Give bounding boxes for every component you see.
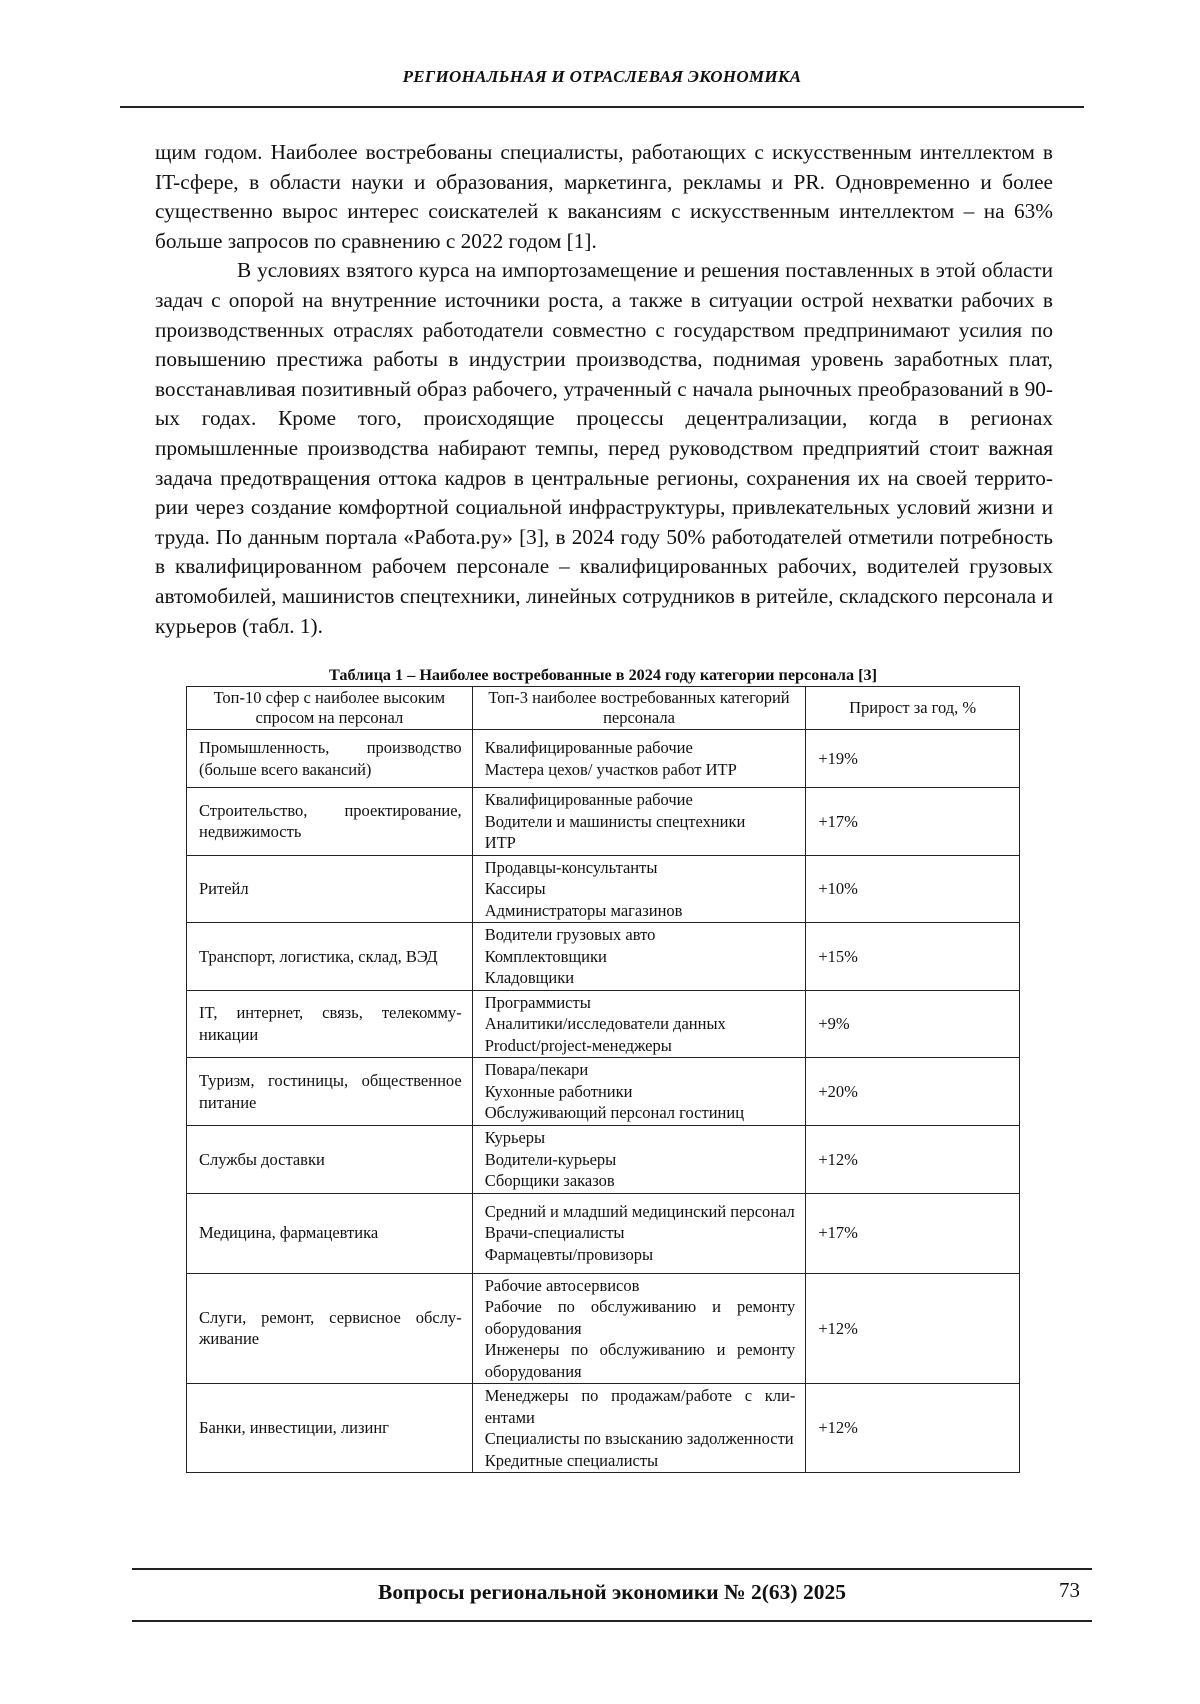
category-item: ИТР bbox=[484, 833, 516, 852]
page-footer bbox=[132, 1568, 1092, 1622]
category-item: Рабочие по обслуживанию и ремонту оборудования bbox=[484, 1297, 796, 1338]
table-header-row bbox=[187, 687, 1020, 730]
category-item: Кухонные работники bbox=[484, 1081, 633, 1101]
cell-growth: +19% bbox=[806, 730, 1020, 788]
category-item: Менеджеры по продажам/работе с клиентами bbox=[484, 1386, 796, 1427]
category-item: Врачи-специалисты bbox=[484, 1223, 625, 1243]
category-item: Аналитики/исследователи данных bbox=[484, 1014, 726, 1033]
personnel-demand-table bbox=[186, 686, 1020, 1473]
cell-growth: +17% bbox=[806, 788, 1020, 856]
category-item: Специалисты по взысканию задолженности bbox=[484, 1429, 794, 1448]
cell-sphere: Ритейл bbox=[187, 855, 473, 923]
header-categories: Топ-3 наиболее востребованных категорий персонала bbox=[472, 687, 806, 730]
table-row bbox=[187, 855, 1020, 923]
category-item: Рабочие автосервисов bbox=[484, 1275, 640, 1295]
category-item: Фармацевты/провизоры bbox=[484, 1244, 654, 1264]
category-item: Квалифицированные рабочие bbox=[484, 790, 693, 809]
cell-sphere: Слуги, ремонт, сервисное обслуживание bbox=[187, 1273, 473, 1384]
table-body bbox=[187, 730, 1020, 1473]
cell-growth: +12% bbox=[806, 1126, 1020, 1194]
category-item: Продавцы-консультанты bbox=[484, 857, 658, 877]
category-item: Product/project-менеджеры bbox=[484, 1035, 672, 1055]
cell-categories bbox=[472, 788, 806, 856]
category-item: Кладовщики bbox=[484, 968, 575, 987]
running-header bbox=[120, 64, 1084, 108]
category-item: Администраторы магазинов bbox=[484, 900, 683, 920]
cell-growth: +17% bbox=[806, 1193, 1020, 1273]
cell-growth: +10% bbox=[806, 855, 1020, 923]
cell-categories bbox=[472, 1273, 806, 1384]
category-item: Мастера цехов/ участков работ ИТР bbox=[484, 759, 737, 779]
table-row bbox=[187, 1193, 1020, 1273]
table-row bbox=[187, 990, 1020, 1058]
category-item: Водители-курьеры bbox=[484, 1149, 617, 1169]
category-item: Водители грузовых авто bbox=[484, 925, 656, 944]
category-item: Повара/пекари bbox=[484, 1060, 589, 1080]
cell-sphere: Туризм, гостиницы, общественное питание bbox=[187, 1058, 473, 1126]
cell-sphere: Транспорт, логистика, склад, ВЭД bbox=[187, 923, 473, 991]
table-row bbox=[187, 1126, 1020, 1194]
cell-categories bbox=[472, 1058, 806, 1126]
cell-categories bbox=[472, 730, 806, 788]
table-row bbox=[187, 730, 1020, 788]
cell-growth: +15% bbox=[806, 923, 1020, 991]
category-item: Сборщики заказов bbox=[484, 1171, 615, 1190]
cell-sphere: Промышленность, производство (больше всего вакансий) bbox=[187, 730, 473, 788]
cell-sphere: Строительство, проектирование, недвижимость bbox=[187, 788, 473, 856]
category-item: Кредитные специалисты bbox=[484, 1450, 659, 1470]
cell-growth: +12% bbox=[806, 1384, 1020, 1473]
category-item: Курьеры bbox=[484, 1128, 546, 1147]
category-item: Инженеры по обслуживанию и ремонту оборудования bbox=[484, 1340, 796, 1381]
table-row bbox=[187, 1058, 1020, 1126]
cell-categories bbox=[472, 855, 806, 923]
table-row bbox=[187, 1273, 1020, 1384]
page-number: 73 bbox=[1059, 1578, 1080, 1602]
table-caption: Таблица 1 – Наиболее востребованные в 2024 году категории персонала [3] bbox=[329, 666, 877, 684]
cell-growth: +20% bbox=[806, 1058, 1020, 1126]
paragraph-1: щим годом. Наиболее востребованы специалисты, работающих с искусственным интеллектом в IT-сфере, в области науки и образования, маркетинга, рекламы и PR. Одновременно и более существенно вырос интерес соискателей к вакансиям с искусственным интеллектом – на 63% больше запросов по сравнению с 2022 годом [1]. bbox=[155, 140, 1053, 253]
cell-categories bbox=[472, 923, 806, 991]
header-growth: Прирост за год, % bbox=[806, 687, 1020, 730]
cell-sphere: Банки, инвестиции, лизинг bbox=[187, 1384, 473, 1473]
cell-sphere: Службы доставки bbox=[187, 1126, 473, 1194]
cell-categories bbox=[472, 990, 806, 1058]
cell-sphere: IT, интернет, связь, телекоммуникации bbox=[187, 990, 473, 1058]
category-item: Кассиры bbox=[484, 879, 546, 898]
cell-categories bbox=[472, 1126, 806, 1194]
header-sphere: Топ-10 сфер с наиболее высоким спросом на персонал bbox=[187, 687, 473, 730]
cell-categories bbox=[472, 1193, 806, 1273]
table-row bbox=[187, 1384, 1020, 1473]
cell-categories bbox=[472, 1384, 806, 1473]
running-title: РЕГИОНАЛЬНАЯ И ОТРАСЛЕВАЯ ЭКОНОМИКА bbox=[402, 67, 802, 86]
category-item: Комплектовщики bbox=[484, 946, 607, 966]
category-item: Средний и младший медицинский персонал bbox=[484, 1201, 795, 1221]
table-row bbox=[187, 788, 1020, 856]
cell-growth: +9% bbox=[806, 990, 1020, 1058]
article-body bbox=[155, 138, 1053, 641]
category-item: Программисты bbox=[484, 992, 591, 1012]
category-item: Обслуживающий персонал гостиниц bbox=[484, 1103, 745, 1123]
journal-title: Вопросы региональной экономики № 2(63) 2025 bbox=[378, 1580, 846, 1604]
category-item: Квалифицированные рабочие bbox=[484, 738, 693, 757]
table-row bbox=[187, 923, 1020, 991]
category-item: Водители и машинисты спецтехники bbox=[484, 811, 746, 831]
cell-growth: +12% bbox=[806, 1273, 1020, 1384]
paragraph-2: В условиях взятого курса на импортозамещение и решения поставленных в этой области задач с опорой на внутренние источники роста, а также в ситуации острой нехватки рабочих в производственных отраслях работодатели совместно с государством предпринимают усилия по повышению престижа работы в индустрии производства, поднимая уровень заработных плат, восстанавливая позитивный образ рабочего, утраченный с начала рыночных преобразований в 90-ых годах. Кроме того, происходящие процессы децентрализации, когда в регионах промышленные производства набирают темпы, перед руководством предприятий стоит важная задача предотвращения оттока кадров в центральные регионы, сохранения их на своей территории через создание комфортной социальной инфраструктуры, привлекательных условий жизни и труда. По данным портала «Работа.ру» [3], в 2024 году 50% работодателей отметили потребность в квалифицированном рабочем персонале – квалифицированных рабочих, водителей грузовых автомобилей, машинистов спецтехники, линейных сотрудников в ритейле, складского персонала и курьеров (табл. 1). bbox=[155, 258, 1053, 638]
cell-sphere: Медицина, фармацевтика bbox=[187, 1193, 473, 1273]
